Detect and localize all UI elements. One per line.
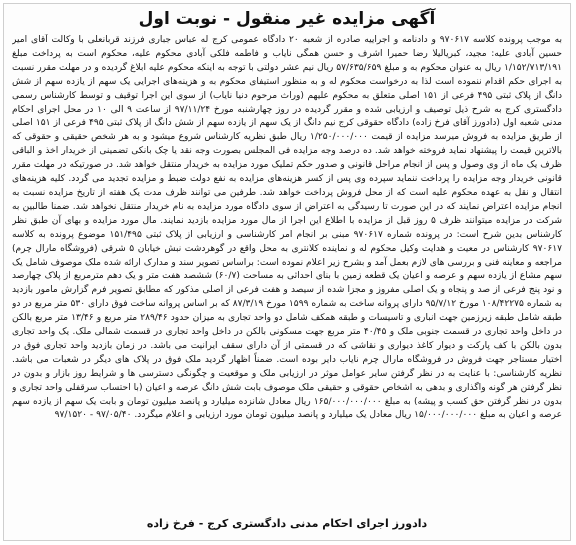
notice-body: به موجب پرونده کلاسه ۹۷۰۶۱۷ و دادنامه و اجراییه صادره از شعبه ۲۰ دادگاه عمومی کرج له عباس جباری فرزند قربانعلی با وکالت آقای امیر حسین آبادی علیه: مجید، کبریالیلا رضا حمیرا اشرف و حسن همگی نایاب و فاطمه فلکی آبادی محکوم علیه، محکوم است به پرداخت مبلغ ۱/۱۵۲/۷۱۳/۱۹۱ ریال به عنوان محکوم به و مبلغ ۵۷/۶۳۵/۶۵۹ ریال نیم عشر دولتی با توجه به اینکه محکوم علیه ابلاغ گردیده و در مهلت مقرر نسبت به اجرای حکم اقدام ننموده است لذا به درخواست محکوم له و به منظور استیفای محکوم به و هزینه‌های اجرایی یک سهم از یازده سهم از شش دانگ از پلاک ثبتی ۴۹۵ فرعی از ۱۵۱ اصلی متعلق به محکوم علیهم (وراث مرحوم دنیا نایاب) از سوی این اجرا توقیف و توسط کارشناس رسمی دادگستری کرج به شرح ذیل توصیف و ارزیابی شده و مقرر گردیده در روز چهارشنبه مورخ ۹۷/۱۱/۲۴ از ساعت ۹ الی ۱۰ در محل اجرای احکام مدنی شعبه اول (دادورز آقای فرخ زاده) دادگاه حقوقی کرج نیم دانگ از یک سهم از یازده سهم از شش دانگ از پلاک ثبتی ۴۹۵ فرعی از ۱۵۱ اصلی از طریق مزایده به فروش میرسد مزایده از قیمت ۱/۲۵۰/۰۰۰/۰۰۰ ریال طبق نظریه کارشناس شروع میشود و به هر شخص حقیقی و حقوقی که بالاترین قیمت را پیشنهاد نماید فروخته خواهد شد. ده درصد وجه مزایده فی المجلس بصورت وجه نقد یا چک بانکی تضمینی از خریدار اخذ و الباقی ظرف یک ماه از وی وصول و پس از انجام مراحل قانونی و صدور حکم تملیک مورد مزایده به خریدار منتقل خواهد شد. در صورتیکه در مهلت مقرر قانونی خریدار وجه مزایده را پرداخت ننماید سپرده وی پس از کسر هزینه‌های مزایده به نفع دولت ضبط و مزایده تجدید می گردد. کلیه هزینه‌های انتقال و نقل به عهده محکوم علیه است که از محل فروش پرداخت خواهد شد. طرفین می توانند ظرف مدت یک هفته از تاریخ مزایده نسبت به انجام مزایده اعتراض نمایند که در این صورت تا رسیدگی به اعتراض از سوی دادگاه مورد مزایده به نام خریدار منتقل نخواهد شد. ضمنا طالبین به شرکت در مزایده میتوانند ظرف ۵ روز قبل از مزایده با اطلاع این اجرا از مال مورد مزایده بازدید نمایند. مال مورد مزایده و بهای آن طبق نظر کارشناس بدین شرح است: در پرونده شماره ۹۷۰۶۱۷ مبنی بر انجام امر کارشناسی و ارزیابی از پلاک ثبتی ۱۵۱/۴۹۵ موضوع پرونده به کلاسه ۹۷۰۶۱۷ کارشناس در معیت و هدایت وکیل محکوم له و نماینده کلانتری به محل واقع در گوهردشت نبش خیابان ۵ شرقی (فروشگاه مارال چرم) مراجعه و معاینه فنی و بررسی های لازم بعمل آمد و بشرح زیر اعلام نموده است: براساس تصویر سند و مدارک ارائه شده ملک موصوف شامل یک سهم مشاع از یازده سهم و عرصه و اعیان یک قطعه زمین با بنای احداثی به مساحت (۶۰/۷) ششصد هفت متر و یک دهم مترمربع از پلاک چهارصد و نود پنج فرعی از صد و پنجاه و یک اصلی مفروز و مجزا شده از سیصد و هفت فرعی از اصلی مذکور که مطابق تصویر فرم گزارش مامور بازدید به شماره ۱۰۸/۴۲۲۷۵ مورخ ۹۵/۷/۱۲ دارای پروانه ساخت به شماره ۱۵۹۹ مورخ ۸۷/۳/۱۹ که بر اساس پروانه ساخت فوق دارای ۵۳۰ متر مربع در دو طبقه شامل طبقه زیرزمین جهت انباری و تاسیسات و طبقه همکف شامل دو واحد تجاری به میزان حدود ۲۸۹/۴۶ متر مربع و ۱۳/۴۶ متر مربع بالکن در داخل واحد تجاری در قسمت جنوبی ملک و ۴۰/۴۵ متر مربع جهت مسکونی بالکن در داخل واحد تجاری در قسمت شمالی ملک. یک واحد تجاری بدون بالکن با کف پارکت و دیوار کاغذ دیواری و نقاشی که در قسمتی از آن دارای سقف ایرانیت می باشد. در زمان بازدید واحد تجاری فوق در اختیار مستاجر جهت فروش در فروشگاه مارال چرم نایاب دایر بوده است. ضمناً اظهار گردید ملک فوق در پلاک های دیگر در شعبات می باشد. نظریه کارشناسی: با عنایت به در نظر گرفتن سایر عوامل موثر در ارزیابی ملک و موقعیت و چگونگی دسترسی ها و شرایط روز بازار و بدون در نظر گرفتن هر گونه واگذاری و بدهی به اشخاص حقوقی و حقیقی ملک موصوف بابت شش دانگ عرصه و اعیان (با احتساب سرقفلی واحد تجاری و بدون در نظر گرفتن حق کسب و پیشه) به مبلغ ۱۶۵/۰۰۰/۰۰۰/۰۰۰ ریال معادل شانزده میلیارد و پانصد میلیون تومان و بابت یک سهم از یازده سهم عرصه و اعیان به مبلغ ۱۵/۰۰۰/۰۰۰/۰۰۰ ریال معادل یک میلیارد و پانصد میلیون تومان مورد ارزیابی و اعلام میگردد. ۹۷/۰۵/۴۰ - ۹۷/۱۵۲۰ — [12, 35, 562, 421]
notice-signature: دادورز اجرای احکام مدنی دادگستری کرج - فرخ زاده — [146, 517, 428, 530]
notice-title: آگهی مزایده غیر منقول - نوبت اول — [138, 9, 436, 29]
auction-notice — [3, 3, 571, 541]
